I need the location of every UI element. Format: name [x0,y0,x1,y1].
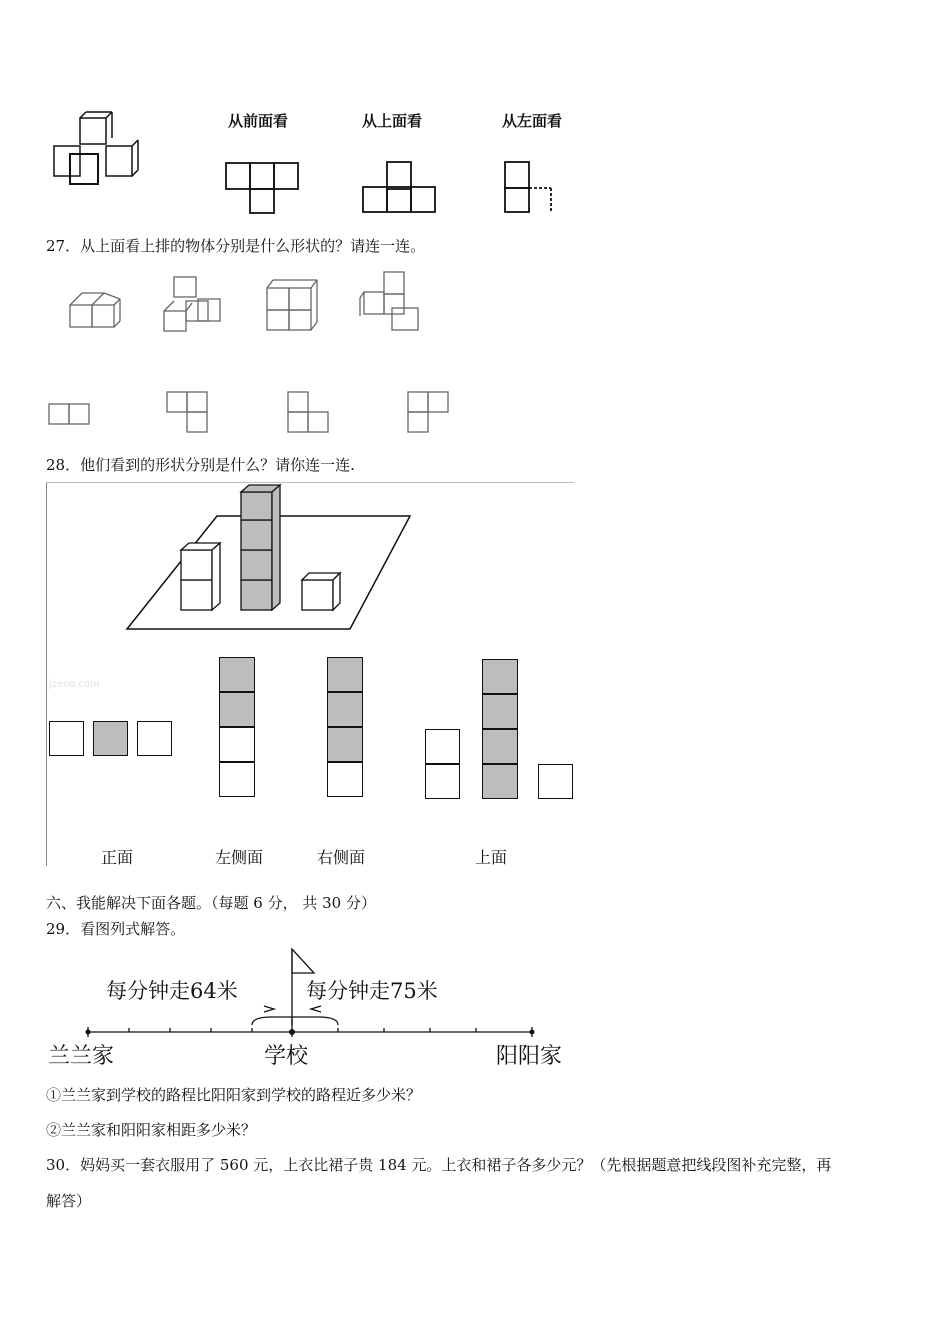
group4-left-square-1 [425,729,460,764]
label-top: 上面 [475,848,508,867]
top-view-shape [363,160,443,220]
q28-watermark: jzeoo.com [49,679,100,690]
q29-sub2: ②兰兰家和阳阳家相距多少米？ [46,1121,257,1139]
right-view-square-4 [327,762,363,797]
group4-tall-square-3 [482,729,518,764]
label-front: 正面 [101,848,134,867]
view-top-label: 从上面看 [362,112,423,130]
front-view-square-3 [137,721,172,756]
front-view-square-1 [49,721,84,756]
front-view-square-2 [93,721,128,756]
q28-figure [46,482,574,866]
q26-cube-cluster [50,110,150,190]
q27-view-1 [48,400,98,430]
group4-single-square [538,764,573,799]
q27-title: 27．从上面看上排的物体分别是什么形状的？请连一连。 [46,237,426,255]
label-right-side: 右侧面 [317,848,366,867]
section6-title: 六、我能解决下面各题。（每题 6 分， 共 30 分） [46,894,376,912]
q27-view-3 [286,388,336,438]
q28-scene [47,483,575,643]
right-view-square-1 [327,657,363,692]
group4-tall-square-2 [482,694,518,729]
view-left-label: 从左面看 [502,112,563,130]
right-speed-label: 每分钟走75米 [306,979,438,1003]
q30-line1: 30．妈妈买一套衣服用了 560 元，上衣比裙子贵 184 元。上衣和裙子各多少元？（先根据题意把线段图补充完整，再 [46,1156,832,1174]
q27-view-2 [165,388,215,438]
left-view-square-4 [219,762,255,797]
q29-diagram [46,945,576,1075]
q27-object-4 [358,268,428,338]
group4-tall-square-4 [482,764,518,799]
group4-left-square-2 [425,764,460,799]
front-view-shape [226,160,306,220]
q29-sub1: ①兰兰家到学校的路程比阳阳家到学校的路程近多少米？ [46,1086,422,1104]
right-view-square-3 [327,727,363,762]
left-view-square-3 [219,727,255,762]
left-view-square-1 [219,657,255,692]
q30-line2: 解答） [46,1192,92,1210]
q27-object-1 [68,283,128,343]
q29-title: 29．看图列式解答。 [46,920,186,938]
left-view-square-2 [219,692,255,727]
place-lanlan-label: 兰兰家 [48,1044,115,1069]
left-speed-label: 每分钟走64米 [106,979,238,1003]
q27-object-2 [162,273,232,343]
left-view-shape [503,160,563,220]
view-front-label: 从前面看 [228,112,289,130]
q27-object-3 [265,278,325,338]
group4-tall-square-1 [482,659,518,694]
place-yangyang-label: 阳阳家 [496,1044,563,1069]
q27-view-4 [406,388,456,438]
q28-title: 28．他们看到的形状分别是什么？请你连一连. [46,456,355,474]
label-left-side: 左侧面 [215,848,264,867]
place-school-label: 学校 [264,1044,309,1069]
right-view-square-2 [327,692,363,727]
